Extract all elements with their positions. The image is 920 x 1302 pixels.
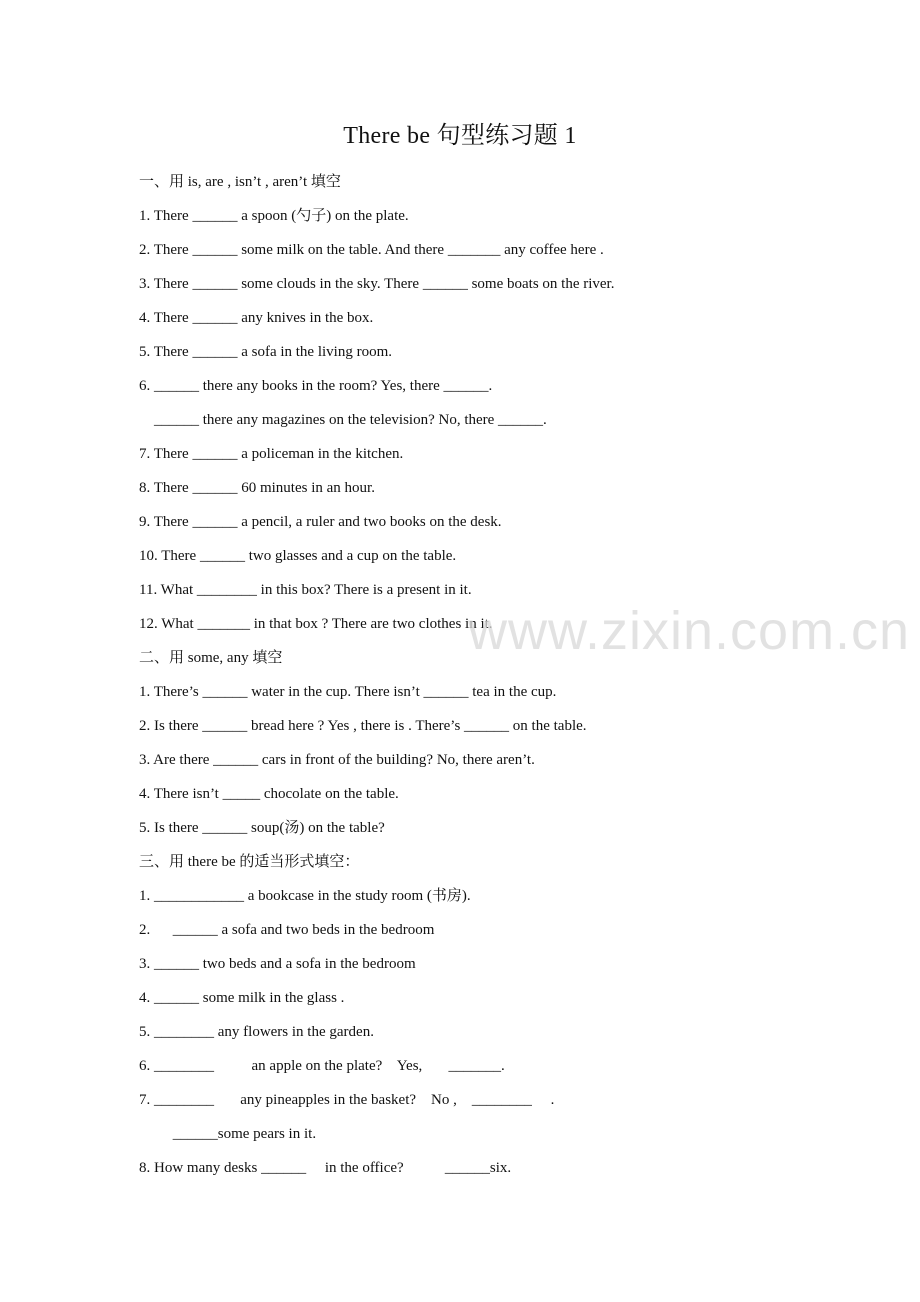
exercise-line: 3. There ______ some clouds in the sky. There ______ some boats on the river. <box>139 276 615 292</box>
exercise-line: 7. ________ any pineapples in the basket? No , ________ . <box>139 1092 555 1108</box>
exercise-line: 4. There ______ any knives in the box. <box>139 310 374 326</box>
exercise-line: ______ there any magazines on the television? No, there ______. <box>139 412 547 428</box>
exercise-line: 4. ______ some milk in the glass . <box>139 990 345 1006</box>
exercise-line: 3. Are there ______ cars in front of the building? No, there aren’t. <box>139 752 535 768</box>
section-1-heading: 一、用 is, are , isn’t , aren’t 填空 <box>139 174 341 190</box>
exercise-line: 9. There ______ a pencil, a ruler and two books on the desk. <box>139 514 502 530</box>
exercise-line: 1. There’s ______ water in the cup. There isn’t ______ tea in the cup. <box>139 684 557 700</box>
exercise-line: 6. ________ an apple on the plate? Yes, _______. <box>139 1058 505 1074</box>
exercise-line: ______some pears in it. <box>139 1126 317 1142</box>
exercise-line: 3. ______ two beds and a sofa in the bedroom <box>139 956 416 972</box>
exercise-line: 2. There ______ some milk on the table. And there _______ any coffee here . <box>139 242 604 258</box>
exercise-line: 6. ______ there any books in the room? Yes, there ______. <box>139 378 493 394</box>
exercise-line: 11. What ________ in this box? There is a present in it. <box>139 582 472 598</box>
exercise-line: 5. Is there ______ soup(汤) on the table? <box>139 820 385 836</box>
exercise-line: 8. How many desks ______ in the office? ______six. <box>139 1160 512 1176</box>
exercise-line: 10. There ______ two glasses and a cup on the table. <box>139 548 457 564</box>
worksheet-title: There be 句型练习题 1 <box>343 123 577 149</box>
exercise-line: 8. There ______ 60 minutes in an hour. <box>139 480 375 496</box>
exercise-line: 2. ______ a sofa and two beds in the bedroom <box>139 922 435 938</box>
exercise-line: 4. There isn’t _____ chocolate on the table. <box>139 786 399 802</box>
exercise-line: 5. ________ any flowers in the garden. <box>139 1024 374 1040</box>
exercise-line: 2. Is there ______ bread here ? Yes , there is . There’s ______ on the table. <box>139 718 587 734</box>
watermark: www.zixin.com.cn <box>468 601 911 661</box>
exercise-line: 12. What _______ in that box ? There are two clothes in it. <box>139 616 493 632</box>
exercise-lines <box>139 171 879 1191</box>
exercise-line: 5. There ______ a sofa in the living room. <box>139 344 393 360</box>
section-2-heading: 二、用 some, any 填空 <box>139 650 283 666</box>
exercise-line: 1. There ______ a spoon (勺子) on the plate. <box>139 208 409 224</box>
exercise-line: 7. There ______ a policeman in the kitchen. <box>139 446 404 462</box>
exercise-line: 1. ____________ a bookcase in the study room (书房). <box>139 888 471 904</box>
section-3-heading: 三、用 there be 的适当形式填空： <box>139 854 360 870</box>
